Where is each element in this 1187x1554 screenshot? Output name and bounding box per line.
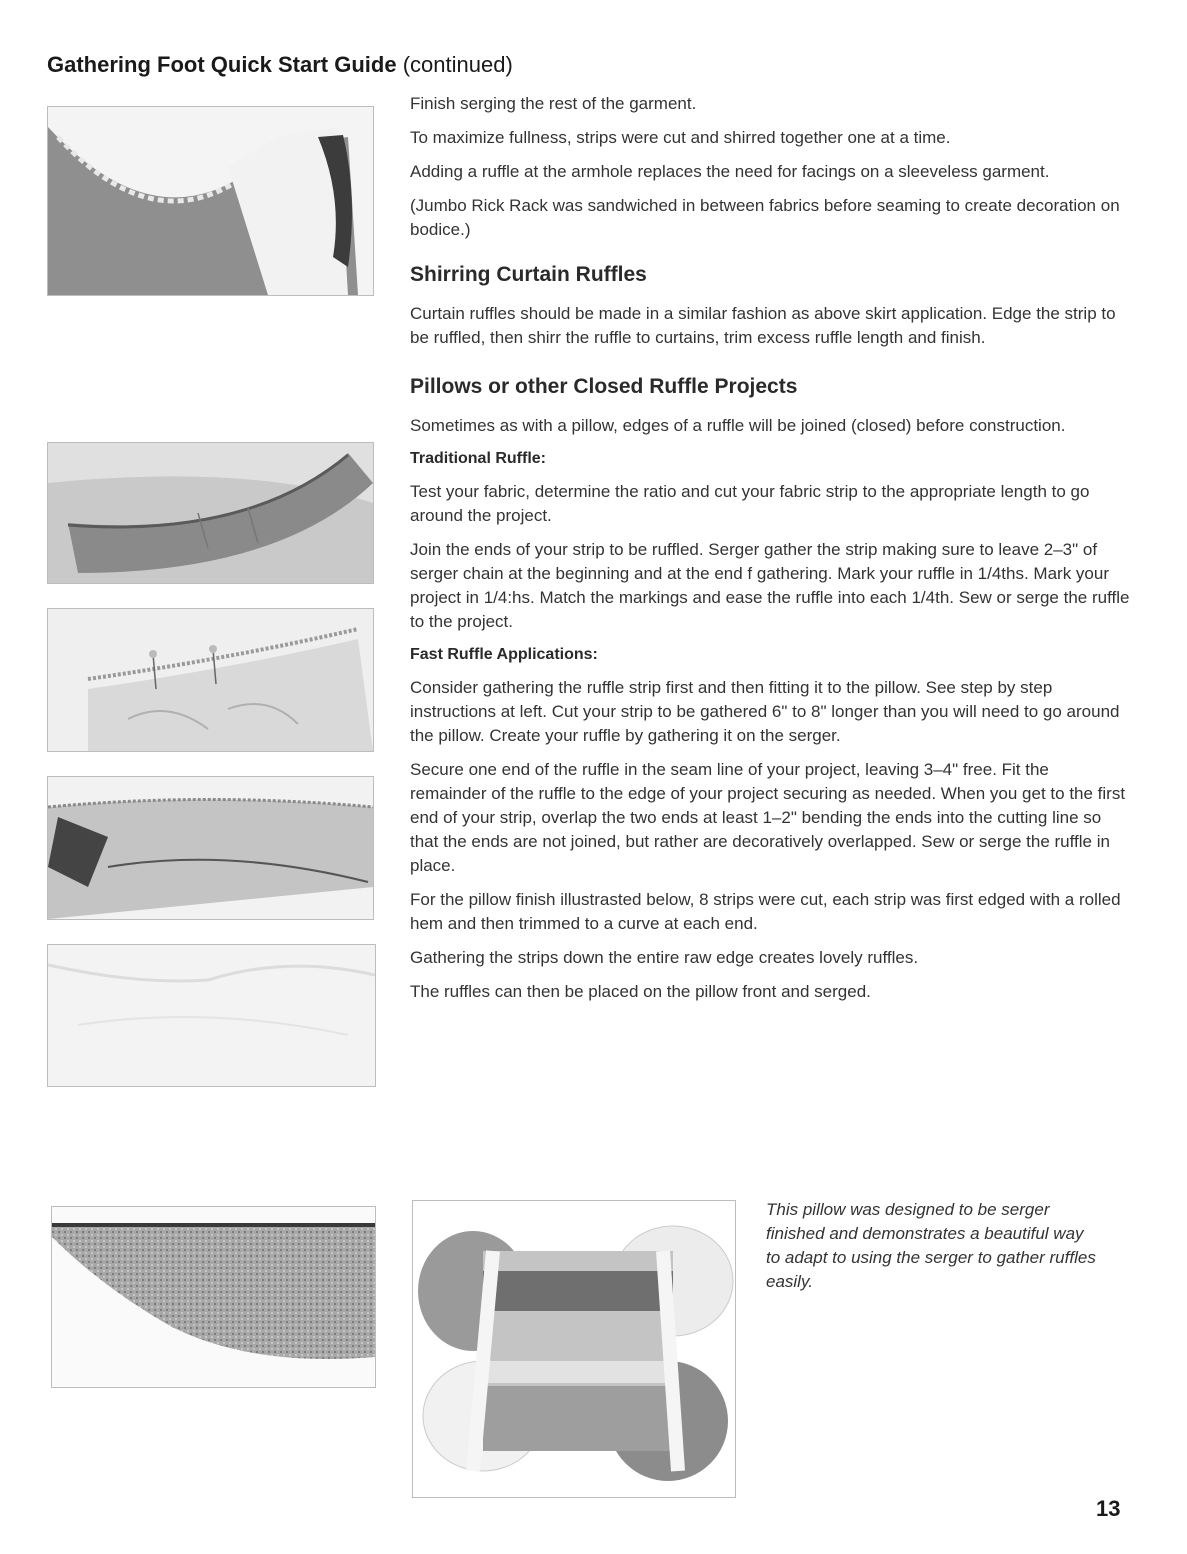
photo-ruffle-with-pins	[47, 608, 374, 752]
intro-paragraph-4: (Jumbo Rick Rack was sandwiched in between fabrics before seaming to create decoration on bodice.)	[410, 196, 1120, 239]
fast-paragraph-1: Consider gathering the ruffle strip first and then fitting it to the pillow. See step by step instructions at left. Cut your strip to be gathered 6" to 8" longer than you will need to go around the pillow. Create your ruffle by gathering it on the serger.	[410, 678, 1120, 745]
traditional-paragraph-1: Test your fabric, determine the ratio and cut your fabric strip to the appropriate length to go around the project.	[410, 482, 1090, 525]
photo-textured-strip	[51, 1206, 376, 1388]
fast-paragraph-3: For the pillow finish illustrasted below, 8 strips were cut, each strip was first edged with a rolled hem and then trimmed to a curve at each end.	[410, 890, 1121, 933]
title-main: Gathering Foot Quick Start Guide	[47, 52, 397, 77]
intro-paragraph-3: Adding a ruffle at the armhole replaces the need for facings on a sleeveless garment.	[410, 162, 1050, 181]
photo-armhole-ruffle	[47, 106, 374, 296]
traditional-ruffle-heading: Traditional Ruffle:	[410, 450, 546, 467]
photo-light-fabric	[47, 944, 376, 1087]
fast-paragraph-5: The ruffles can then be placed on the pillow front and serged.	[410, 982, 871, 1001]
curtain-heading: Shirring Curtain Ruffles	[410, 263, 647, 286]
page-title	[47, 52, 513, 78]
photo-ruffled-pillow	[412, 1200, 736, 1498]
fast-paragraph-4: Gathering the strips down the entire raw edge creates lovely ruffles.	[410, 948, 919, 967]
title-suffix: (continued)	[396, 52, 513, 77]
fast-ruffle-heading: Fast Ruffle Applications:	[410, 646, 598, 663]
pillows-heading: Pillows or other Closed Ruffle Projects	[410, 375, 798, 398]
main-text-column	[410, 92, 1130, 1014]
pillows-intro: Sometimes as with a pillow, edges of a ruffle will be joined (closed) before construction.	[410, 416, 1066, 435]
intro-paragraph-1: Finish serging the rest of the garment.	[410, 94, 697, 113]
photo-gathered-strip	[47, 776, 374, 920]
curtain-body: Curtain ruffles should be made in a similar fashion as above skirt application. Edge the strip to be ruffled, then shirr the ruffle to curtains, trim excess ruffle length and finish.	[410, 304, 1116, 347]
page-number: 13	[1096, 1496, 1121, 1521]
intro-paragraph-2: To maximize fullness, strips were cut and shirred together one at a time.	[410, 128, 951, 147]
photo-pinned-ruffle	[47, 442, 374, 584]
fast-paragraph-2: Secure one end of the ruffle in the seam line of your project, leaving 3–4" free. Fit the remainder of the ruffle to the edge of your project securing as needed. When you get to the first end of your strip, overlap the two ends at least 1–2" bending the ends into the cutting line so that the ends are not joined, but rather are decoratively overlapped. Sew or serge the ruffle in place.	[410, 760, 1126, 875]
pillow-caption: This pillow was designed to be serger finished and demonstrates a beautiful way to adapt to using the serger to gather ruffles easily.	[766, 1200, 1096, 1291]
traditional-paragraph-2: Join the ends of your strip to be ruffled. Serger gather the strip making sure to leave 2–3" of serger chain at the beginning and at the end f gathering. Mark your ruffle in 1/4ths. Mark your project in 1/4:hs. Match the markings and ease the ruffle into each 1/4th. Sew or serge the ruffle to the project.	[410, 540, 1130, 631]
